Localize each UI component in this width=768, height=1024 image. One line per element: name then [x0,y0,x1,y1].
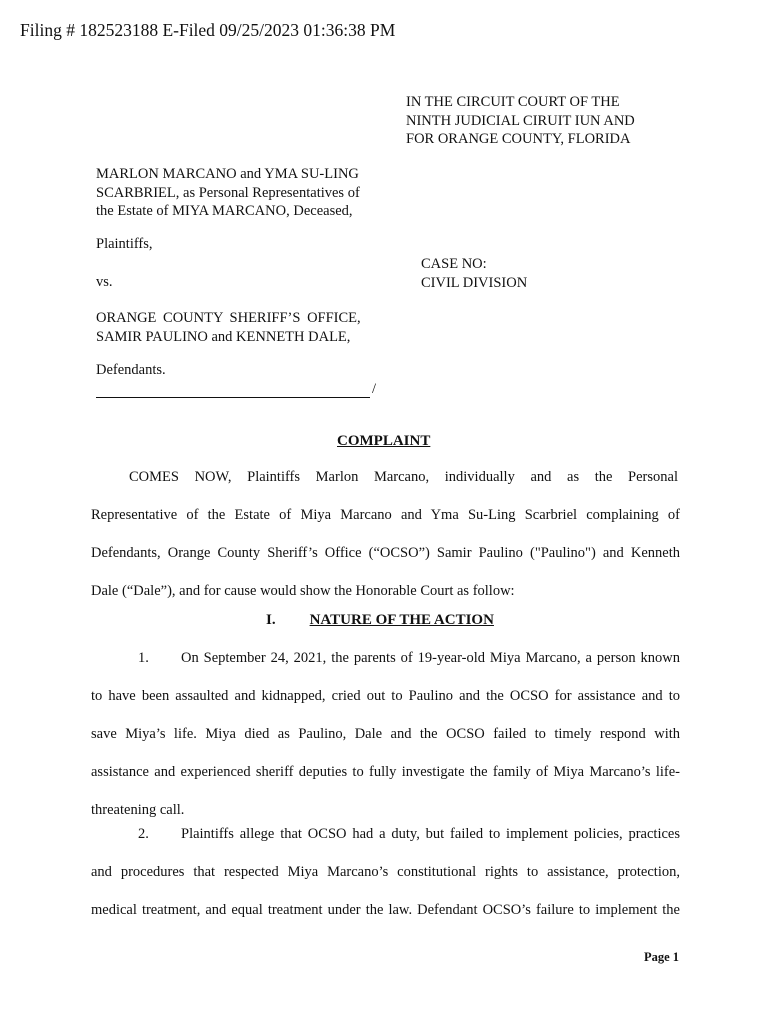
document-title: COMPLAINT [337,433,431,449]
intro-line: COMES NOW, Plaintiffs Marlon Marcano, individually and as the Personal [129,469,678,485]
caption-slash: / [372,381,377,397]
plaintiffs-label: Plaintiffs, [96,236,153,252]
plaintiffs-line: the Estate of MIYA MARCANO, Deceased, [96,203,353,219]
intro-line: Dale (“Dale”), and for cause would show the Honorable Court as follow: [91,583,515,599]
paragraph-line: to have been assaulted and kidnapped, cried out to Paulino and the OCSO for assistance and to [91,688,680,704]
defendants-line: SAMIR PAULINO and KENNETH DALE, [96,328,351,345]
case-number-label: CASE NO: [421,256,487,272]
caption-rule [96,397,370,398]
paragraph-line: Plaintiffs allege that OCSO had a duty, but failed to implement policies, practices [181,826,680,842]
section-heading [266,612,494,629]
paragraph-line: medical treatment, and equal treatment under the law. Defendant OCSO’s failure to implement the [91,902,680,918]
court-heading [406,93,635,149]
plaintiffs-line: MARLON MARCANO and YMA SU-LING [96,166,359,182]
paragraph-line: On September 24, 2021, the parents of 19-year-old Miya Marcano, a person known [181,650,680,666]
intro-line: Defendants, Orange County Sheriff’s Office (“OCSO”) Samir Paulino ("Paulino") and Kenneth [91,545,680,561]
paragraph-line: save Miya’s life. Miya died as Paulino, Dale and the OCSO failed to timely respond with [91,726,680,742]
court-line: NINTH JUDICIAL CIRUIT IUN AND [406,112,635,129]
filing-stamp: Filing # 182523188 E-Filed 09/25/2023 01:36:38 PM [20,20,396,40]
versus-label: vs. [96,274,113,290]
plaintiffs-line: SCARBRIEL, as Personal Representatives of [96,184,360,201]
court-line: FOR ORANGE COUNTY, FLORIDA [406,131,631,147]
defendants-names [96,309,361,346]
defendants-line: ORANGE COUNTY SHERIFF’S OFFICE, [96,310,361,326]
section-number: I. [266,612,276,628]
page-number: Page 1 [644,950,680,964]
intro-line: Representative of the Estate of Miya Marcano and Yma Su-Ling Scarbriel complaining of [91,507,680,523]
paragraph-number: 2. [138,826,149,842]
plaintiffs-names [96,165,360,221]
paragraph-number: 1. [138,650,149,666]
court-line: IN THE CIRCUIT COURT OF THE [406,94,620,110]
case-info [421,255,527,292]
division-label: CIVIL DIVISION [421,274,528,291]
section-title: NATURE OF THE ACTION [309,612,494,628]
paragraph-line: and procedures that respected Miya Marcano’s constitutional rights to assistance, protection, [91,864,680,880]
defendants-label: Defendants. [96,362,166,378]
paragraph-line: threatening call. [91,802,185,818]
paragraph-line: assistance and experienced sheriff deputies to fully investigate the family of Miya Marcano’s life- [91,764,680,780]
